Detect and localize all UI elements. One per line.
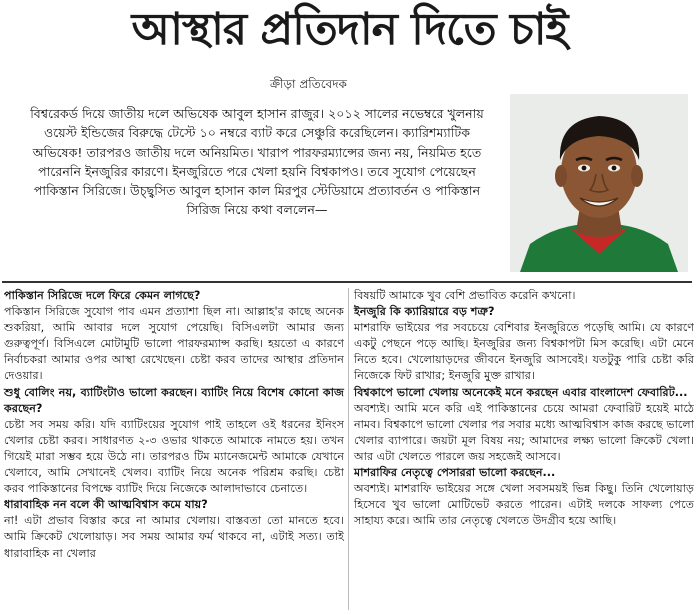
answer: পকিস্তান সিরিজে সুযোগ পাব এমন প্রত্যাশা ছিল না। আল্লাহ'র কাছে অনেক শুকরিয়া, আমি আবার দলে সুযোগ পেয়েছি। বিসিএলটা আমার জন্য গুরুত্বপূর্ণ। বিসিএলে মোটামুটি ভালো পারফরম্যান্স করছি। হয়তো এ কারণে নির্বাচকরা আমার ওপর আস্থা রেখেছেন। চেষ্টা করব তাদের আস্থার প্রতিদান দেওয়ার।: [4, 305, 344, 383]
question: শুধু বোলিং নয়, ব্যাটিংটাও ভালো করছেন। ব্যাটিং নিয়ে বিশেষ কোনো কাজ করছেন?: [4, 385, 344, 415]
player-photo: [510, 94, 688, 272]
answer: অবশ্যই। মাশরাফি ভাইয়ের সঙ্গে খেলা সবসময়ই ভিন্ন কিছু। তিনি খেলোয়াড় হিসেবে খুব ভালো মোটিভেট করতে পারেন। এটাই দলকে সাফল্য পেতে সাহায্য করে। আমি তার নেতৃত্বে খেলতে উদগ্রীব হয়ে আছি।: [354, 482, 694, 528]
question: ইনজুরি কি ক্যারিয়ারে বড় শত্রু?: [354, 305, 495, 319]
answer: অবশ্যই। আমি মনে করি এই পাকিস্তানের চেয়ে আমরা ফেবারিট হয়েই মাঠে নামব। বিশ্বকাপে ভালো খেলার পর সবার মধ্যে আত্মবিশ্বাস কাজ করছে ভালো খেলার ব্যাপারে। জয়টা মূল বিষয় নয়; আমাদের লক্ষ্য ভালো ক্রিকেট খেলা। আর এটা খেলতে পারলে জয় সহজেই আসবে।: [354, 401, 694, 463]
right-column: [354, 288, 694, 529]
answer: মাশরাফি ভাইয়ের পর সবচেয়ে বেশিবার ইনজুরিতে পড়েছি আমি। যে কারণে একটু পেছনে পড়ে আছি। ইনজুরির জন্য বিশ্বকাপটা মিস করেছি। এটা মেনে নিতে হবে। খেলোয়াড়দের জীবনে ইনজুরি আসবেই। যতটুকু পারি চেষ্টা করি নিজেকে ফিট রাখার; ইনজুরি মুক্ত রাখার।: [354, 321, 694, 383]
question: ধারাবাহিক নন বলে কী আত্মবিশ্বাস কমে যায়?: [4, 498, 208, 512]
column-divider: [348, 288, 349, 610]
question: বিশ্বকাপে ভালো খেলায় অনেকেই মনে করছেন এবার বাংলাদেশ ফেবারিট...: [354, 385, 688, 399]
headline: আস্থার প্রতিদান দিতে চাই: [131, 4, 568, 55]
question: মাশরাফির নেতৃত্বে পেসাররা ভালো করছেন...: [354, 466, 556, 480]
answer: বিষয়টি আমাকে খুব বেশি প্রভাবিত করেনি কখনো।: [354, 289, 576, 302]
section-rule: [2, 281, 692, 283]
question: পাকিস্তান সিরিজে দলে ফিরে কেমন লাগছে?: [4, 289, 201, 302]
left-column: [4, 288, 344, 562]
intro-paragraph: বিশ্বরেকর্ড দিয়ে জাতীয় দলে অভিষেক আবুল হাসান রাজুর। ২০১২ সালের নভেম্বরে খুলনায় ওয়েস্ট ইন্ডিজের বিরুদ্ধে টেস্টে ১০ নম্বরে ব্যাট করে সেঞ্চুরি করেছিলেন। ক্যারিশম্যাটিক অভিষেক! তারপরও জাতীয় দলে অনিয়মিত। খারাপ পারফরম্যান্সের জন্য নয়, নিয়মিত হতে পারেননি ইনজুরির কারণে। ইনজুরিতে পরে খেলা হয়নি বিশ্বকাপও। তবে সুযোগ পেয়েছেন পাকিস্তান সিরিজে। উচ্ছ্বসিত আবুল হাসান কাল মিরপুর স্টেডিয়ামে প্রত্যাবর্তন ও পাকিস্তান সিরিজ নিয়ে কথা বললেন—: [30, 106, 484, 218]
answer: না! এটা প্রভাব বিস্তার করে না আমার খেলায়। বাস্তবতা তো মানতে হবে। আমি ক্রিকেট খেলোয়াড়। সব সময় আমার ফর্ম থাকবে না, এটাই সত্য। তাই ধারাবাহিক না খেলার: [4, 514, 344, 560]
answer: চেষ্টা সব সময় করি। যদি ব্যাটিংয়ের সুযোগ পাই তাহলে ওই ধরনের ইনিংস খেলার চেষ্টা করব। সাধারণত ২-৩ ওভার থাকতে আমাকে নামতে হয়। তখন গিয়েই মারা সম্ভব হয়ে উঠে না। তারপরও টিম ম্যানেজমেন্ট আমাকে যেখানে খেলাবে, আমি সেখানেই খেলব। ব্যাটিং নিয়ে অনেক পরিশ্রম করছি। চেষ্টা করব পাকিস্তানের বিপক্ষে ব্যাটিং দিয়ে নিজেকে আলাদাভাবে চেনাতে।: [4, 417, 344, 496]
byline: ক্রীড়া প্রতিবেদক: [270, 77, 347, 91]
